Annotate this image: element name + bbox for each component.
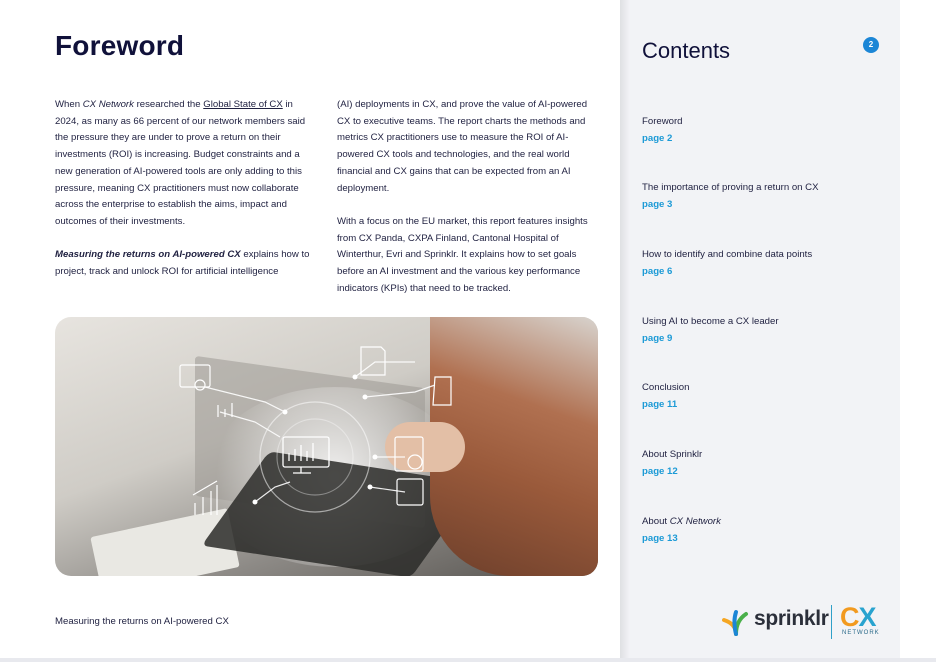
toc-page-link[interactable]: page 2	[642, 133, 673, 144]
method-paragraph: (AI) deployments in CX, and prove the value of AI-powered CX to executive teams. The report charts the methods and metrics CX practitioners use to measure the ROI of AI-powered CX tools and technologies, and the real world financial and CX gains that can be expected from an AI deployment.	[337, 99, 588, 194]
page-title: Foreword	[55, 30, 185, 61]
tax-document-icon	[361, 347, 451, 471]
toc-item-foreword[interactable]: Foreword page 2	[642, 114, 882, 147]
cx-network-logo: CX	[840, 602, 876, 632]
footer-report-title: Measuring the returns on AI-powered CX	[55, 616, 229, 627]
global-state-of-cx-link[interactable]: Global State of CX	[203, 99, 283, 110]
cx-network-italic: CX Network	[82, 99, 134, 110]
toc-item-about-sprinklr[interactable]: About Sprinklr page 12	[642, 447, 882, 480]
toc-page-link[interactable]: page 3	[642, 199, 673, 210]
analytics-overlay	[55, 317, 598, 576]
toc-item-cx-leader[interactable]: Using AI to become a CX leader page 9	[642, 314, 882, 347]
report-paragraph: Measuring the returns on AI-powered CX explains how to project, track and unlock ROI for artificial intelligence	[55, 249, 310, 278]
page-number-badge: 2	[863, 37, 879, 53]
intro-paragraph: When CX Network researched the Global State of CX in 2024, as many as 66 percent of our network members said the pressure they are under to prove a return on their investments (ROI) is increasing. Budget constraints and a new generation of AI-powered tools are only adding to this pressure, meaning CX practitioners must now collaborate across the enterprise to establish the aims, impact and outcomes of their investments.	[55, 99, 306, 227]
toc-page-link[interactable]: page 6	[642, 266, 673, 277]
contents-title: Contents	[642, 38, 731, 63]
toc-page-link[interactable]: page 9	[642, 333, 673, 344]
toc-item-conclusion[interactable]: Conclusion page 11	[642, 380, 882, 413]
sprinklr-logo-text: sprinklr	[754, 607, 829, 630]
partner-logos	[722, 602, 882, 639]
hero-photo	[55, 317, 598, 576]
body-column-1	[55, 97, 313, 297]
toc-page-link[interactable]: page 13	[642, 533, 678, 544]
toc-item-importance[interactable]: The importance of proving a return on CX page 3	[642, 180, 882, 213]
cx-network-logo-subtext: NETWORK	[842, 630, 880, 636]
toc-item-about-cx-network[interactable]: About CX Network page 13	[642, 514, 882, 547]
focus-paragraph: With a focus on the EU market, this report features insights from CX Panda, CXPA Finland, Cantonal Hospital of Winterthur, Evri and Sprinklr. It explains how to set goals before an AI investment and the various key performance indicators (KPIs) that need to be tracked.	[337, 215, 588, 294]
report-title-bold: Measuring the returns on AI-powered CX	[55, 249, 241, 261]
toc-item-data-points[interactable]: How to identify and combine data points page 6	[642, 247, 882, 280]
toc-page-link[interactable]: page 12	[642, 466, 678, 477]
presentation-icon	[180, 365, 232, 417]
body-column-2	[337, 97, 599, 314]
sprinklr-logo-icon	[722, 608, 750, 636]
toc-page-link[interactable]: page 11	[642, 399, 678, 410]
chart-icon	[283, 437, 329, 473]
money-chart-icon	[193, 479, 423, 515]
